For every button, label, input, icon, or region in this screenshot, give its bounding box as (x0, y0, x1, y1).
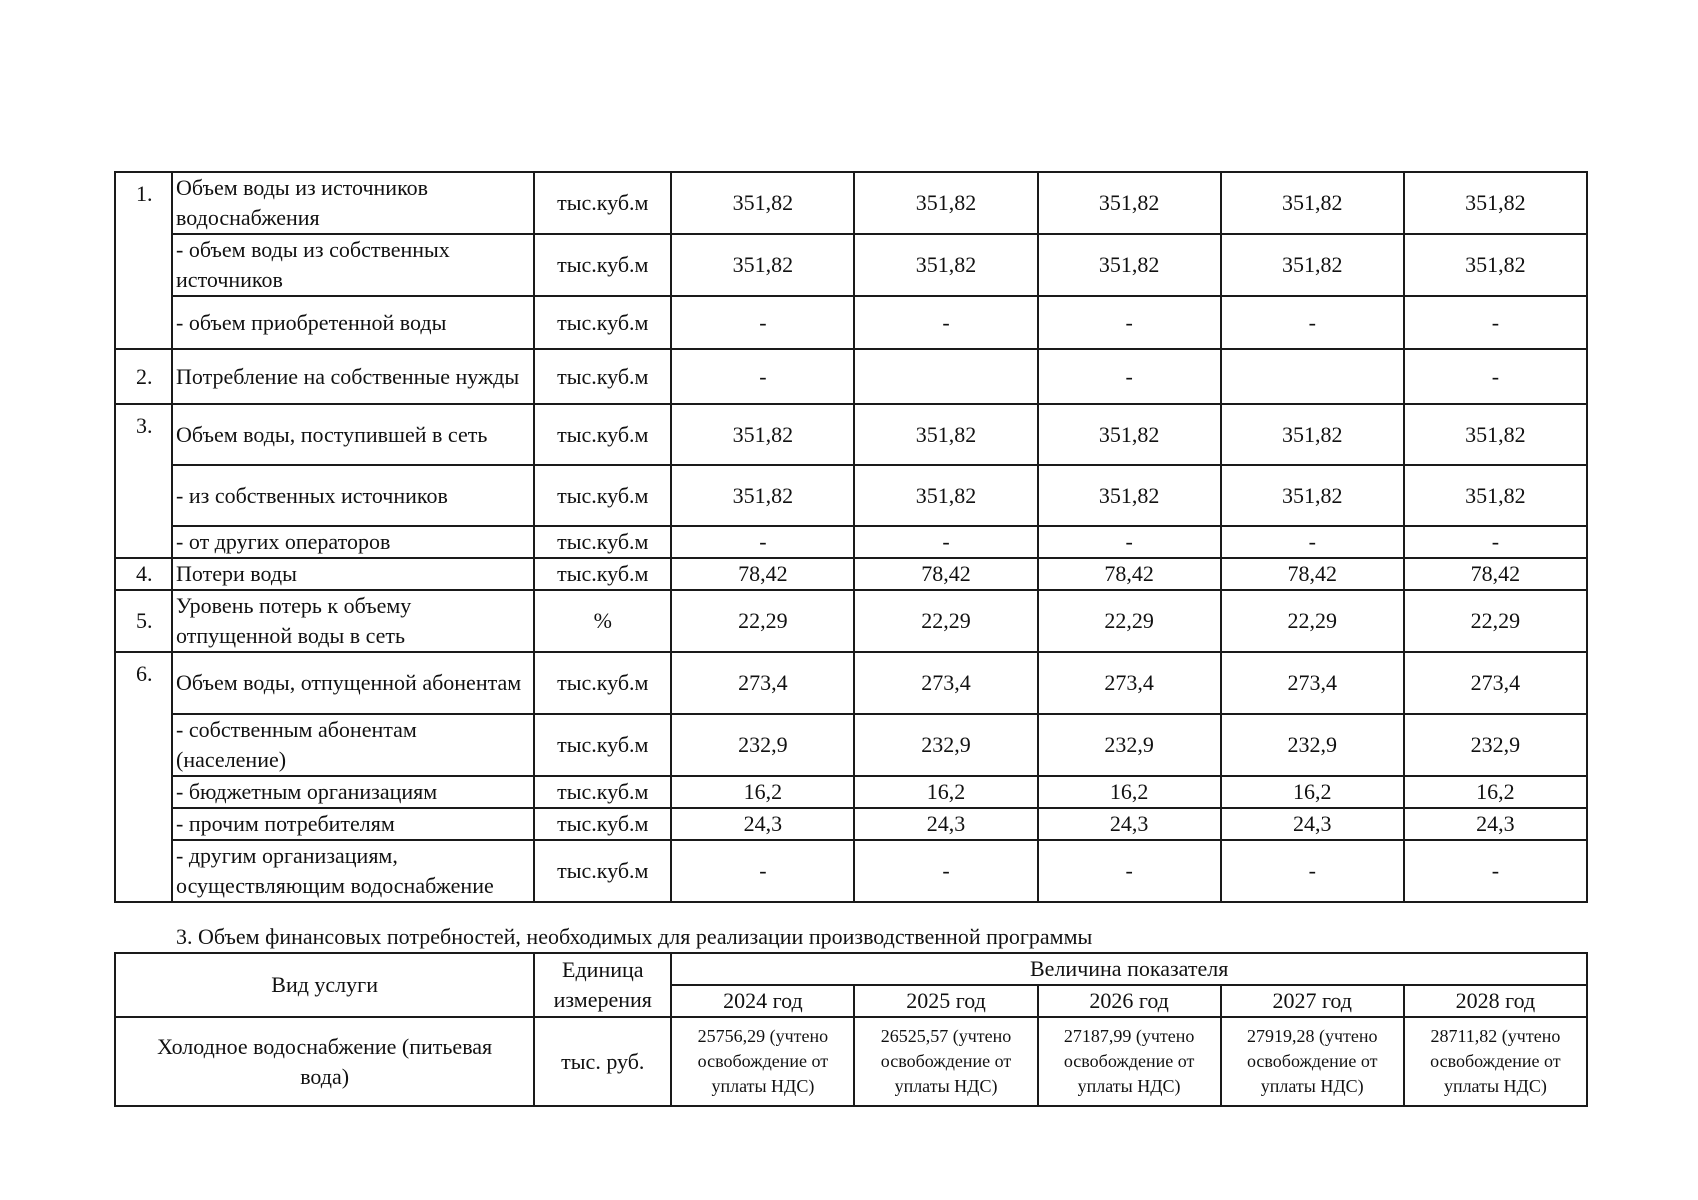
row-number: 6. (115, 652, 172, 902)
value-2026: 16,2 (1038, 776, 1221, 808)
unit-cell: % (534, 590, 671, 652)
value-2024: 78,42 (671, 558, 854, 590)
year-2028-header: 2028 год (1404, 985, 1587, 1017)
table-row (115, 590, 1587, 652)
value-2024: - (671, 349, 854, 404)
indicator-name: Потребление на собственные нужды (172, 349, 534, 404)
value-2028: 351,82 (1404, 172, 1587, 234)
value-2026: 24,3 (1038, 808, 1221, 840)
value-2025: 16,2 (854, 776, 1037, 808)
value-2026: - (1038, 840, 1221, 902)
value-2025: - (854, 526, 1037, 558)
unit-cell: тыс.куб.м (534, 172, 671, 234)
row-number: 2. (115, 349, 172, 404)
year-2025-header: 2025 год (854, 985, 1037, 1017)
service-header: Вид услуги (115, 953, 534, 1017)
table-row (115, 526, 1587, 558)
row-number: 3. (115, 404, 172, 558)
value-2024: 24,3 (671, 808, 854, 840)
value-2027: 16,2 (1221, 776, 1404, 808)
value-2028: 351,82 (1404, 465, 1587, 526)
section-title: 3. Объем финансовых потребностей, необходимых для реализации производственной программы (176, 924, 1093, 949)
value-2025: 273,4 (854, 652, 1037, 714)
indicator-name: - объем приобретенной воды (172, 296, 534, 349)
value-2025: 78,42 (854, 558, 1037, 590)
unit-header: Единица измерения (534, 953, 671, 1017)
value-2027 (1221, 349, 1404, 404)
value-2026: 78,42 (1038, 558, 1221, 590)
value-2025: 351,82 (854, 234, 1037, 296)
value-2024: 351,82 (671, 404, 854, 465)
indicator-name: - объем воды из собственных источников (172, 234, 534, 296)
value-2027: 351,82 (1221, 465, 1404, 526)
value-2026: - (1038, 526, 1221, 558)
indicator-name: Объем воды, поступившей в сеть (172, 404, 534, 465)
value-2026: 232,9 (1038, 714, 1221, 776)
value-2027: 351,82 (1221, 172, 1404, 234)
value-2028: 16,2 (1404, 776, 1587, 808)
table-row (115, 558, 1587, 590)
unit-cell: тыс.куб.м (534, 349, 671, 404)
table-row (115, 1017, 1587, 1106)
value-2028: 78,42 (1404, 558, 1587, 590)
table-row (115, 840, 1587, 902)
unit-cell: тыс.куб.м (534, 558, 671, 590)
value-2025: 351,82 (854, 172, 1037, 234)
value-2026: 22,29 (1038, 590, 1221, 652)
table-row (115, 404, 1587, 465)
row-number: 5. (115, 590, 172, 652)
table-row (115, 296, 1587, 349)
value-2027: 27919,28 (учтено освобождение от уплаты НДС) (1221, 1017, 1404, 1106)
unit-cell: тыс.куб.м (534, 465, 671, 526)
unit-cell: тыс.куб.м (534, 808, 671, 840)
value-2024: - (671, 296, 854, 349)
unit-cell: тыс. руб. (534, 1017, 671, 1106)
table-row (115, 714, 1587, 776)
unit-cell: тыс.куб.м (534, 526, 671, 558)
table-row (115, 652, 1587, 714)
value-2024: 16,2 (671, 776, 854, 808)
value-2024: 351,82 (671, 172, 854, 234)
value-header: Величина показателя (671, 953, 1587, 985)
value-2025: 26525,57 (учтено освобождение от уплаты НДС) (854, 1017, 1037, 1106)
production-indicators-table (114, 171, 1588, 903)
value-2027: 232,9 (1221, 714, 1404, 776)
value-2026: 351,82 (1038, 172, 1221, 234)
unit-cell: тыс.куб.м (534, 776, 671, 808)
indicator-name: Потери воды (172, 558, 534, 590)
year-2027-header: 2027 год (1221, 985, 1404, 1017)
table-row (115, 349, 1587, 404)
row-number: 1. (115, 172, 172, 349)
value-2024: 351,82 (671, 234, 854, 296)
value-2028: 24,3 (1404, 808, 1587, 840)
value-2028: 273,4 (1404, 652, 1587, 714)
value-2025: - (854, 840, 1037, 902)
value-2028: 28711,82 (учтено освобождение от уплаты НДС) (1404, 1017, 1587, 1106)
value-2027: - (1221, 526, 1404, 558)
indicator-name: Уровень потерь к объему отпущенной воды в сеть (172, 590, 534, 652)
unit-cell: тыс.куб.м (534, 404, 671, 465)
table-row (115, 234, 1587, 296)
value-2028: - (1404, 349, 1587, 404)
value-2028: - (1404, 296, 1587, 349)
table-row (115, 465, 1587, 526)
value-2026: 351,82 (1038, 234, 1221, 296)
value-2025: 24,3 (854, 808, 1037, 840)
value-2028: - (1404, 840, 1587, 902)
indicator-name: - бюджетным организациям (172, 776, 534, 808)
value-2025: - (854, 296, 1037, 349)
value-2024: 351,82 (671, 465, 854, 526)
service-name: Холодное водоснабжение (питьевая вода) (115, 1017, 534, 1106)
table-row (115, 808, 1587, 840)
table-row (115, 172, 1587, 234)
indicator-name: - из собственных источников (172, 465, 534, 526)
value-2026: 351,82 (1038, 465, 1221, 526)
value-2027: 22,29 (1221, 590, 1404, 652)
value-2024: 25756,29 (учтено освобождение от уплаты НДС) (671, 1017, 854, 1106)
unit-cell: тыс.куб.м (534, 652, 671, 714)
indicator-name: Объем воды, отпущенной абонентам (172, 652, 534, 714)
value-2028: 351,82 (1404, 404, 1587, 465)
value-2027: - (1221, 296, 1404, 349)
value-2028: 22,29 (1404, 590, 1587, 652)
row-number: 4. (115, 558, 172, 590)
value-2025: 22,29 (854, 590, 1037, 652)
indicator-name: - от других операторов (172, 526, 534, 558)
value-2028: - (1404, 526, 1587, 558)
value-2025: 351,82 (854, 465, 1037, 526)
financial-needs-table (114, 952, 1588, 1107)
value-2027: 78,42 (1221, 558, 1404, 590)
value-2024: - (671, 840, 854, 902)
value-2028: 351,82 (1404, 234, 1587, 296)
year-2024-header: 2024 год (671, 985, 854, 1017)
value-2025: 232,9 (854, 714, 1037, 776)
unit-cell: тыс.куб.м (534, 840, 671, 902)
value-2027: 24,3 (1221, 808, 1404, 840)
value-2027: 351,82 (1221, 234, 1404, 296)
indicator-name: - собственным абонентам (население) (172, 714, 534, 776)
unit-cell: тыс.куб.м (534, 714, 671, 776)
value-2026: - (1038, 349, 1221, 404)
year-2026-header: 2026 год (1038, 985, 1221, 1017)
unit-cell: тыс.куб.м (534, 234, 671, 296)
value-2026: 273,4 (1038, 652, 1221, 714)
value-2028: 232,9 (1404, 714, 1587, 776)
table-row (115, 776, 1587, 808)
value-2027: 273,4 (1221, 652, 1404, 714)
unit-cell: тыс.куб.м (534, 296, 671, 349)
value-2026: 351,82 (1038, 404, 1221, 465)
value-2025 (854, 349, 1037, 404)
value-2027: - (1221, 840, 1404, 902)
value-2024: - (671, 526, 854, 558)
value-2026: - (1038, 296, 1221, 349)
header-row (115, 953, 1587, 985)
indicator-name: - другим организациям, осуществляющим водоснабжение (172, 840, 534, 902)
value-2024: 22,29 (671, 590, 854, 652)
indicator-name: - прочим потребителям (172, 808, 534, 840)
indicator-name: Объем воды из источников водоснабжения (172, 172, 534, 234)
value-2027: 351,82 (1221, 404, 1404, 465)
value-2026: 27187,99 (учтено освобождение от уплаты НДС) (1038, 1017, 1221, 1106)
value-2024: 273,4 (671, 652, 854, 714)
value-2024: 232,9 (671, 714, 854, 776)
value-2025: 351,82 (854, 404, 1037, 465)
